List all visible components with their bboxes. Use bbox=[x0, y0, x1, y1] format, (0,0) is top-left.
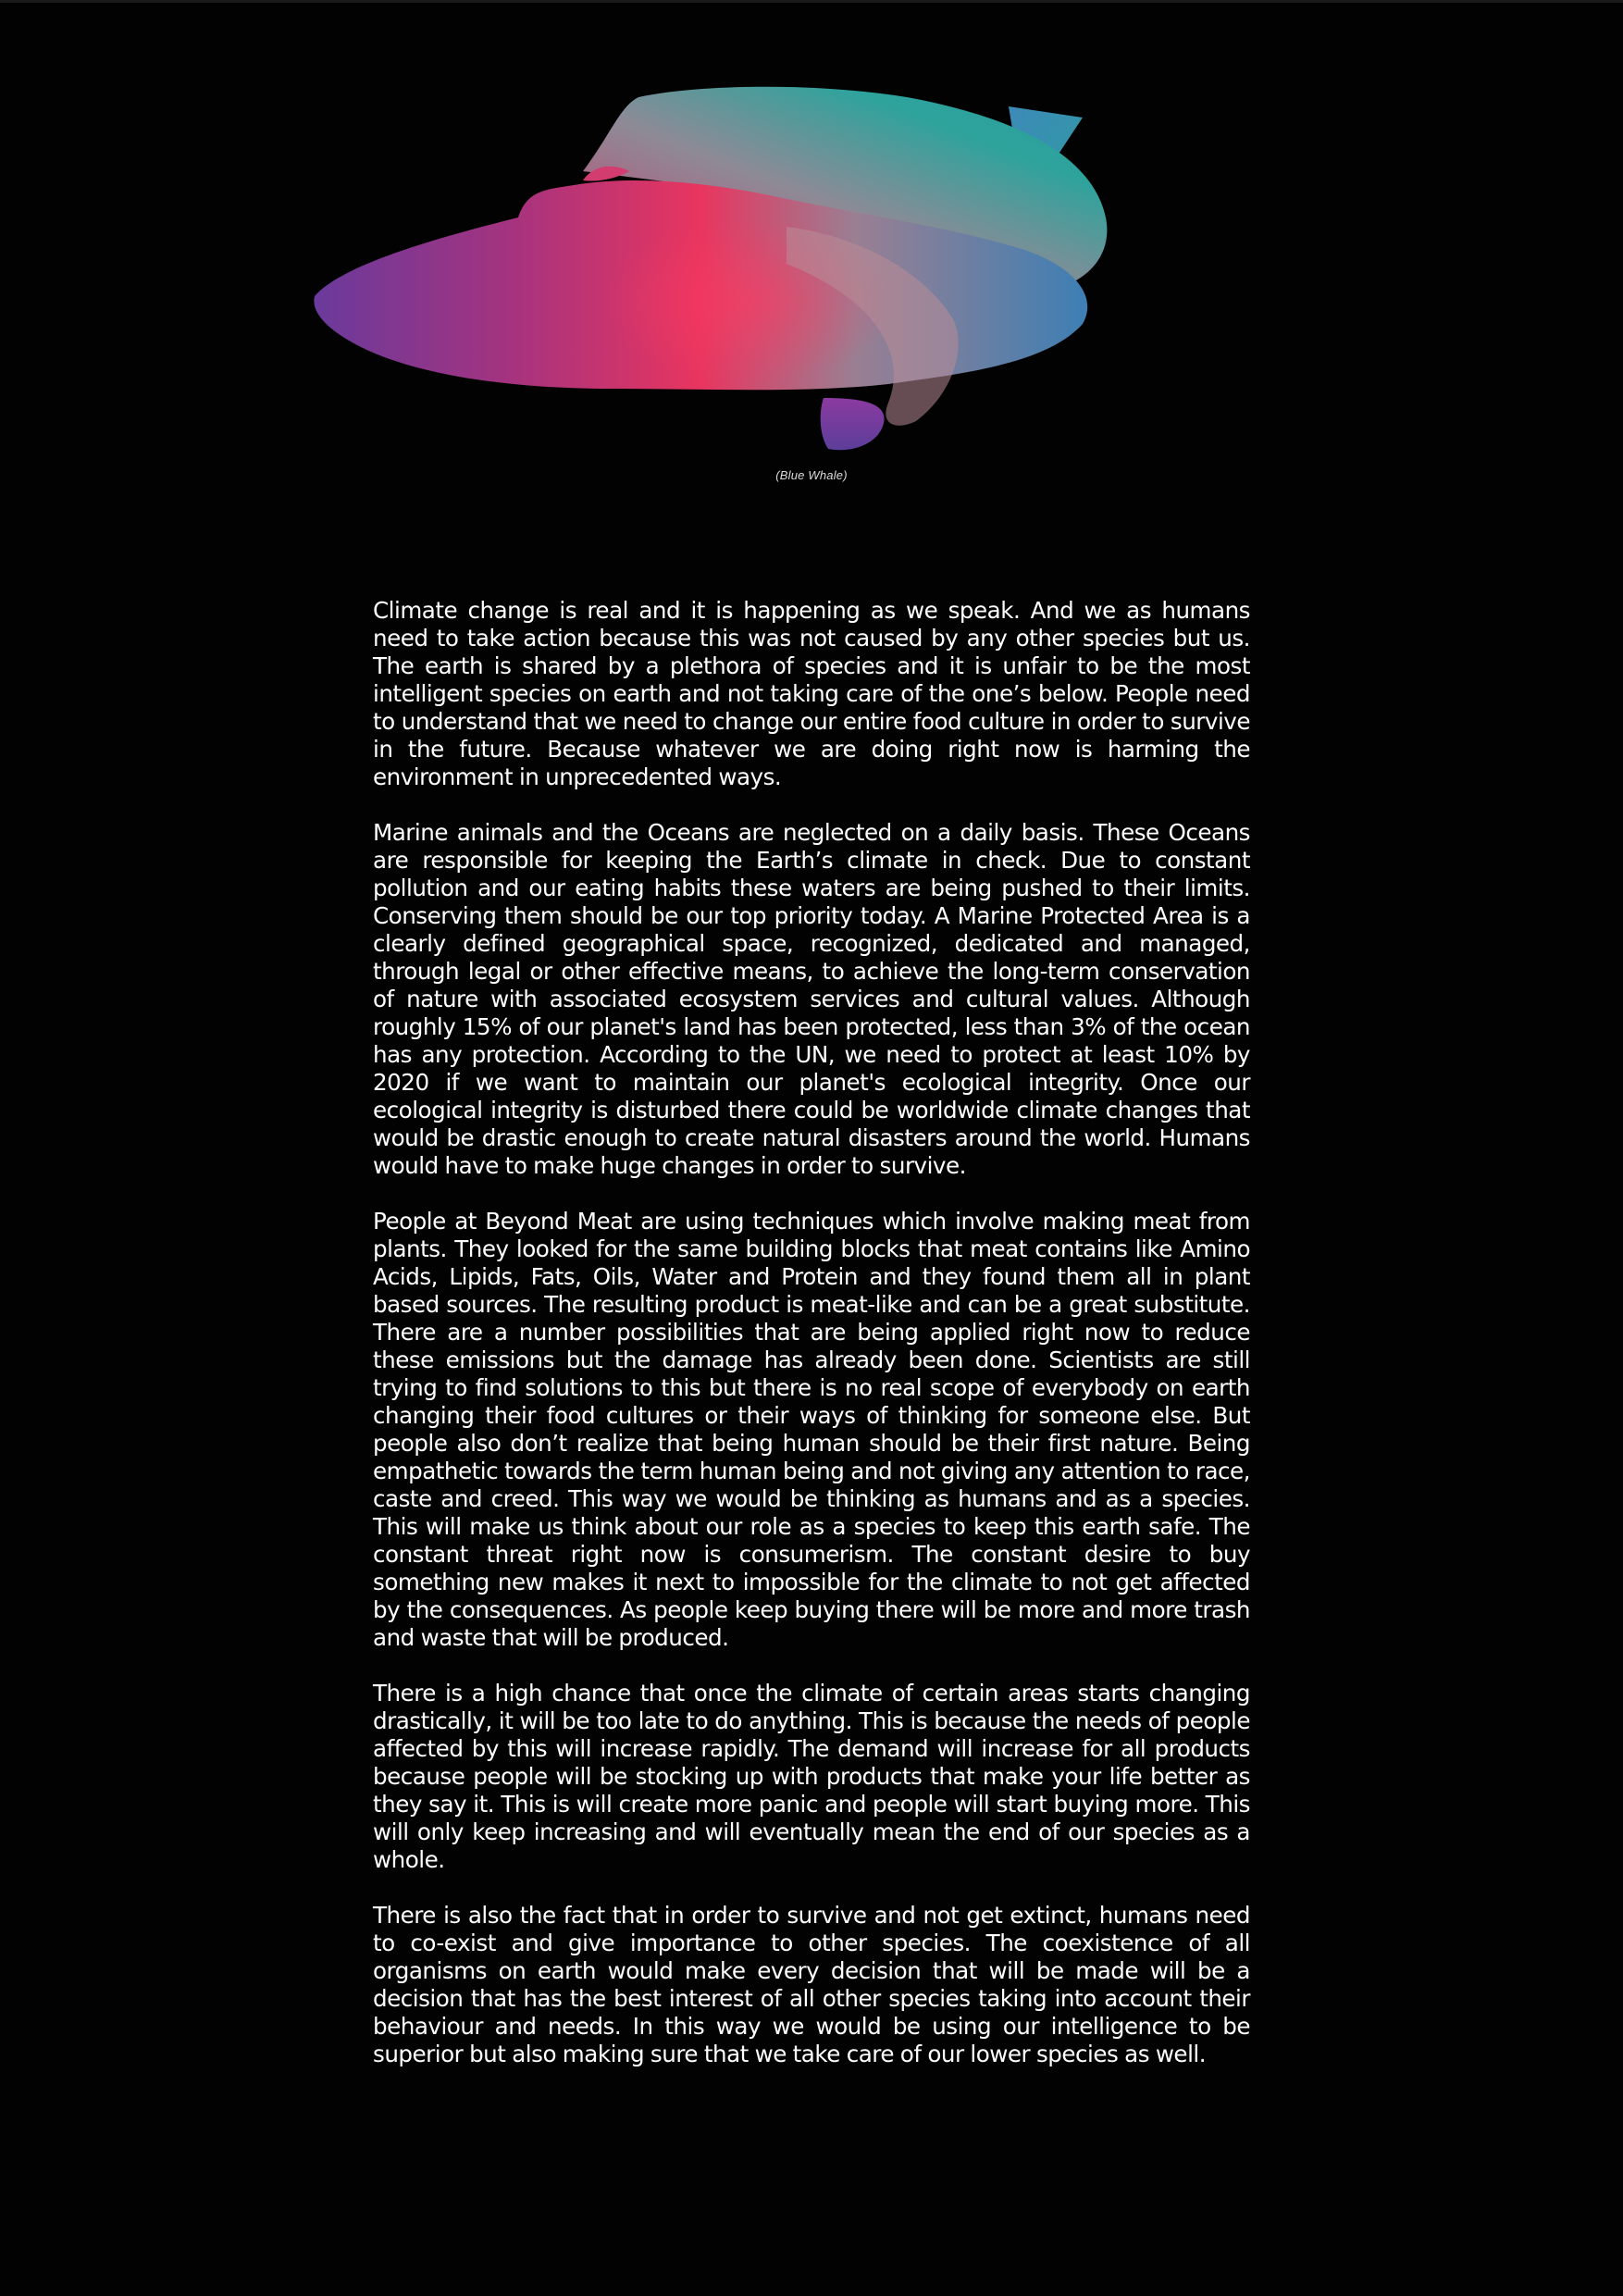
paragraph-1: Climate change is real and it is happening as we speak. And we as humans need to take action because this was not caused by any other species but us. The earth is shared by a plethora of species and it is unfair to be the most intelligent species on earth and not taking care of the one’s below. People need to understand that we need to change our entire food culture in order to survive in the future. Because whatever we are doing right now is harming the environment in unprecedented ways. bbox=[373, 597, 1250, 790]
top-edge bbox=[0, 0, 1623, 3]
paragraph-2: Marine animals and the Oceans are neglected on a daily basis. These Oceans are responsible for keeping the Earth’s climate in check. Due to constant pollution and our eating habits these waters are being pushed to their limits. Conserving them should be our top priority today. A Marine Protected Area is a clearly defined geographical space, recognized, dedicated and managed, through legal or other effective means, to achieve the long-term conservation of nature with associated ecosystem services and cultural values. Although roughly 15% of our planet's land has been protected, less than 3% of the ocean has any protection. According to the UN, we need to protect at least 10% by 2020 if we want to maintain our planet's ecological integrity. Once our ecological integrity is disturbed there could be worldwide climate changes that would be drastic enough to create natural disasters around the world. Humans would have to make huge changes in order to survive. bbox=[373, 819, 1250, 1179]
paragraph-4: There is a high chance that once the climate of certain areas starts changing drastically, it will be too late to do anything. This is because the needs of people affected by this will increase rapidly. The demand will increase for all products because people will be stocking up with products that make your life better as they say it. This is will create more panic and people will start buying more. This will only keep increasing and will eventually mean the end of our species as a whole. bbox=[373, 1680, 1250, 1873]
figure-caption: (Blue Whale) bbox=[775, 468, 848, 482]
paragraph-3: People at Beyond Meat are using techniques which involve making meat from plants. They looked for the same building blocks that meat contains like Amino Acids, Lipids, Fats, Oils, Water and Protein and they found them all in plant based sources. The resulting product is meat-like and can be a great substitute. There are a number possibilities that are being applied right now to reduce these emissions but the damage has already been done. Scientists are still trying to find solutions to this but there is no real scope of everybody on earth changing their food cultures or their ways of thinking for someone else. But people also don’t realize that being human should be their first nature. Being empathetic towards the term human being and not giving any attention to race, caste and creed. This way we would be thinking as humans and as a species. This will make us think about our role as a species to keep this earth safe. The constant threat right now is consumerism. The constant desire to buy something new makes it next to impossible for the climate to not get affected by the consequences. As people keep buying there will be more and more trash and waste that will be produced. bbox=[373, 1208, 1250, 1651]
paragraph-5: There is also the fact that in order to survive and not get extinct, humans need to co-exist and give importance to other species. The coexistence of all organisms on earth would make every decision that will be made will be a decision that has the best interest of all other species taking into account their behaviour and needs. In this way we would be using our intelligence to be superior but also making sure that we take care of our lower species as well. bbox=[373, 1902, 1250, 2067]
blue-whale-abstract-icon bbox=[305, 79, 1147, 458]
pectoral-fin-shape bbox=[821, 398, 885, 450]
article-body bbox=[373, 597, 1250, 2096]
blue-whale-illustration bbox=[305, 79, 1147, 458]
